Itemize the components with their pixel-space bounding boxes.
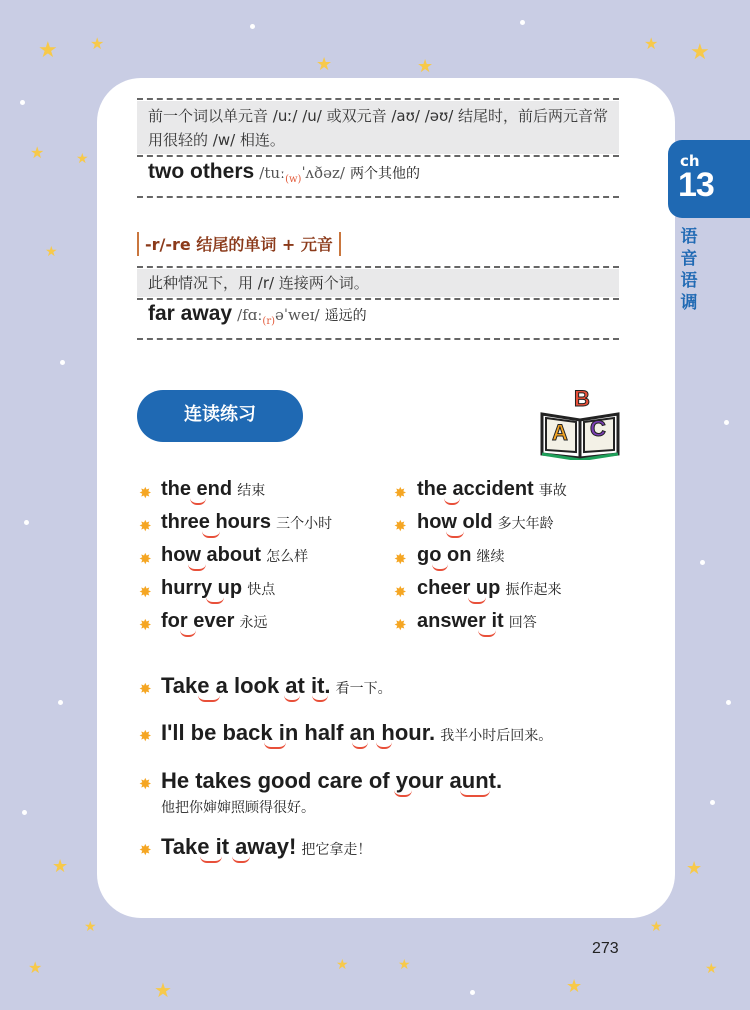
star-icon: ★ — [650, 919, 663, 935]
star-bullet-icon: ✸ — [139, 680, 152, 698]
divider — [137, 196, 619, 198]
sentence: He takes good care of your aunt. — [161, 768, 503, 793]
divider — [137, 298, 619, 300]
star-bullet-icon: ✸ — [139, 484, 152, 502]
phrase-translation: 怎么样 — [266, 549, 309, 565]
phrase-translation: 永远 — [239, 615, 268, 631]
star-icon: ★ — [336, 957, 349, 973]
phrase-translation: 结束 — [237, 483, 266, 499]
dot — [250, 24, 255, 29]
star-bullet-icon: ✸ — [139, 550, 152, 568]
list-item — [417, 577, 561, 600]
liaison-mark — [198, 695, 220, 702]
phrase: the accident — [417, 478, 534, 500]
star-bullet-icon: ✸ — [394, 484, 407, 502]
star-bullet-icon: ✸ — [394, 550, 407, 568]
divider — [137, 266, 619, 268]
sentence-item — [161, 768, 502, 794]
phrase: the end — [161, 478, 233, 500]
phrase-translation: 快点 — [247, 582, 276, 598]
dot — [520, 20, 525, 25]
example-translation: 遥远的 — [324, 308, 367, 324]
divider — [137, 155, 619, 157]
ipa-part: /fɑː — [237, 306, 263, 324]
dot — [470, 990, 475, 995]
star-bullet-icon: ✸ — [394, 616, 407, 634]
star-bullet-icon: ✸ — [394, 583, 407, 601]
practice-title: 连读练习 — [137, 390, 303, 442]
example-word: two others — [148, 160, 255, 183]
star-bullet-icon: ✸ — [139, 841, 152, 859]
divider — [137, 338, 619, 340]
dot — [24, 520, 29, 525]
star-icon: ★ — [90, 34, 105, 53]
dot — [22, 810, 27, 815]
liaison-mark — [200, 856, 222, 863]
list-item — [417, 544, 505, 567]
dot — [726, 700, 731, 705]
star-icon: ★ — [690, 40, 710, 65]
sentence-item — [161, 834, 371, 860]
phrase: for ever — [161, 610, 235, 632]
chapter-tab-ch: ch — [680, 152, 700, 170]
dot — [58, 700, 63, 705]
rule-note: 此种情况下，用 /r/ 连接两个词。 — [148, 274, 369, 292]
star-icon: ★ — [566, 976, 583, 997]
section-heading: -r/-re 结尾的单词 + 元音 — [145, 235, 333, 254]
phrase-translation: 事故 — [538, 483, 567, 499]
section-heading-box — [137, 232, 341, 256]
sentence-item — [161, 673, 392, 699]
sentence: Take it away! — [161, 834, 297, 859]
phrase: hurry up — [161, 577, 243, 599]
chapter-number: 13 — [678, 166, 714, 204]
star-icon: ★ — [686, 858, 703, 879]
dot — [710, 800, 715, 805]
sentence: I'll be back in half an hour. — [161, 720, 436, 745]
star-bullet-icon: ✸ — [139, 616, 152, 634]
star-icon: ★ — [644, 34, 659, 53]
star-icon: ★ — [154, 978, 172, 1002]
abc-book-icon — [538, 384, 622, 460]
linking-sound: (r) — [262, 316, 276, 327]
star-bullet-icon: ✸ — [139, 517, 152, 535]
phrase-translation: 回答 — [508, 615, 537, 631]
phrase: go on — [417, 544, 472, 566]
list-item — [161, 610, 267, 633]
star-icon: ★ — [30, 143, 45, 162]
rule-note: 前一个词以单元音 /uː/ /u/ 或双元音 /aʊ/ /əʊ/ 结尾时，前后两元音常用很轻的 /w/ 相连。 — [148, 107, 609, 149]
phrase: how about — [161, 544, 261, 566]
side-section-label: 语音语调 — [680, 227, 698, 313]
list-item — [417, 610, 537, 633]
star-bullet-icon: ✸ — [139, 727, 152, 745]
star-bullet-icon: ✸ — [394, 517, 407, 535]
star-icon: ★ — [316, 54, 333, 75]
star-icon: ★ — [84, 919, 97, 935]
star-bullet-icon: ✸ — [139, 775, 152, 793]
list-item — [161, 478, 265, 501]
ipa-part: əˈweɪ/ — [275, 306, 320, 324]
star-icon: ★ — [52, 856, 69, 877]
star-icon: ★ — [705, 961, 718, 977]
phrase: how old — [417, 511, 493, 533]
phrase-translation: 三个小时 — [276, 516, 333, 532]
list-item — [417, 511, 554, 534]
dot — [60, 360, 65, 365]
star-icon: ★ — [398, 957, 411, 973]
dot — [700, 560, 705, 565]
svg-text:C: C — [590, 416, 606, 441]
example-word: far away — [148, 302, 233, 325]
phrase-translation: 继续 — [476, 549, 505, 565]
star-icon: ★ — [76, 151, 89, 167]
phrase: three hours — [161, 511, 272, 533]
svg-text:B: B — [574, 386, 590, 411]
sentence: Take a look at it. — [161, 673, 331, 698]
ipa-part: ˈʌðəz/ — [301, 164, 345, 182]
chapter-tab[interactable] — [668, 140, 750, 218]
star-icon: ★ — [38, 38, 58, 63]
example-translation: 两个其他的 — [350, 166, 420, 182]
svg-text:A: A — [552, 420, 568, 445]
star-icon: ★ — [417, 56, 434, 77]
page-number: 273 — [592, 940, 619, 957]
star-icon: ★ — [28, 958, 43, 977]
ipa-part: /tuː — [259, 164, 286, 182]
phrase: cheer up — [417, 577, 501, 599]
example-row — [148, 302, 367, 327]
divider — [137, 98, 619, 100]
star-bullet-icon: ✸ — [139, 583, 152, 601]
sentence-translation: 他把你婶婶照顾得很好。 — [161, 800, 315, 816]
dot — [20, 100, 25, 105]
sentence-translation: 看一下。 — [335, 681, 392, 697]
liaison-mark — [460, 790, 490, 797]
linking-sound: (w) — [285, 174, 302, 185]
sentence-translation: 把它拿走！ — [301, 842, 372, 858]
phrase-translation: 振作起来 — [505, 582, 562, 598]
example-ipa — [237, 306, 320, 327]
dot — [724, 420, 729, 425]
list-item — [161, 544, 308, 567]
phrase-translation: 多大年龄 — [497, 516, 554, 532]
sentence-translation: 我半小时后回来。 — [440, 728, 553, 744]
example-row — [148, 160, 420, 185]
liaison-mark — [264, 742, 286, 749]
list-item — [417, 478, 567, 501]
star-icon: ★ — [45, 244, 58, 260]
list-item — [161, 511, 332, 534]
example-ipa — [259, 164, 345, 185]
phrase: answer it — [417, 610, 504, 632]
